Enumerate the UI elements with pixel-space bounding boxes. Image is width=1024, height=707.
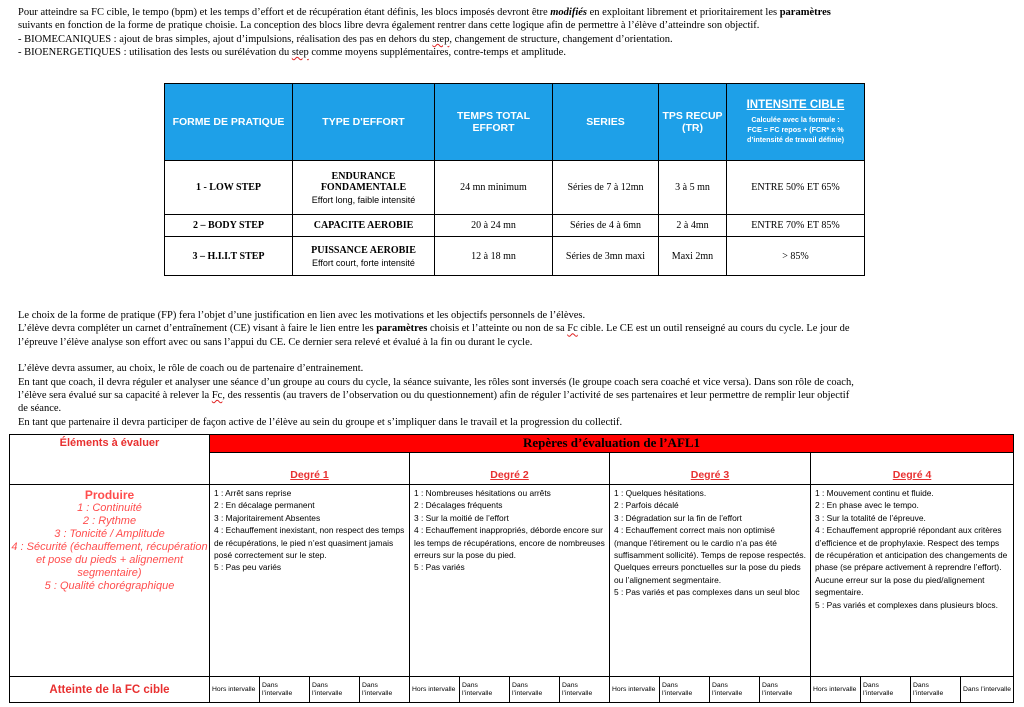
sub-hors-intervalle: Hors intervalle [410,677,460,703]
criterion: 4 : Echauffement inexistant, non respect des temps de récupérations, le pied n’est quasiment jamais posé correctement sur le step. [214,525,405,561]
sub-hors-intervalle: Hors intervalle [210,677,260,703]
sub-dans-intervalle: Dans l’intervalle [560,677,610,703]
mid-p3: l’épreuve l’élève analyse son effort avec ou sans l’appui du CE. Ce dernier sera relevé et évalué à la fin ou durant le cycle. [18,336,533,348]
cell-series: Séries de 3mn maxi [553,237,659,276]
mid-p5: En tant que coach, il devra réguler et analyser une séance d’un groupe au cours du cycle, la séance suivante, les rôles sont inversés (le groupe coach sera coaché et vice versa). Dans son rôle de coach, [18,376,854,388]
intro-line-3: - BIOMECANIQUES : ajout de bras simples, ajout d’impulsions, réalisation des pas en dehors du step, changement de structure, changement d’orientation. [18,33,673,45]
sub-dans-intervalle: Dans l’intervalle [861,677,911,703]
header-type: TYPE D'EFFORT [293,84,435,161]
criterion: 5 : Pas peu variés [214,562,282,573]
criterion: 2 : En décalage permanent [214,500,315,511]
produire-item: 1 : Continuité [77,502,142,514]
cell-recup: Maxi 2mn [659,237,727,276]
produire-item: 4 : Sécurité (échauffement, récupération et pose du pieds + alignement segmentaire) [11,541,208,579]
sub-dans-intervalle: Dans l’intervalle [260,677,310,703]
middle-text [18,309,1008,429]
intro-text [18,6,1008,60]
cell-type: PUISSANCE AEROBIE Effort court, forte intensité [293,237,435,276]
header-intensite-title: INTENSITE CIBLE [746,99,845,111]
sub-dans-intervalle: Dans l’intervalle [510,677,560,703]
degree-1-header: Degré 1 [210,453,410,485]
sub-dans-intervalle: Dans l’intervalle [660,677,710,703]
cell-type: CAPACITE AEROBIE [293,215,435,237]
sub-dans-intervalle: Dans l’intervalle [360,677,410,703]
cell-forme: 3 – H.I.I.T STEP [165,237,293,276]
cell-type: ENDURANCE FONDAMENTALE Effort long, faible intensité [293,161,435,215]
atteinte-label: Atteinte de la FC cible [10,677,210,703]
degree-3-criteria [610,485,811,677]
degree-1-criteria [210,485,410,677]
evaluation-banner: Repères d’évaluation de l’AFL1 [210,435,1014,453]
table-header-row [165,84,865,161]
sub-hors-intervalle: Hors intervalle [811,677,861,703]
criterion: 2 : En phase avec le tempo. [815,500,919,511]
degree-4-header: Degré 4 [811,453,1014,485]
criterion: 1 : Mouvement continu et fluide. [815,488,934,498]
produire-cell [10,485,210,677]
header-recup: TPS RECUP (TR) [659,84,727,161]
produire-item: 2 : Rythme [82,515,137,527]
criterion: 2 : Décalages fréquents [414,500,503,511]
criterion: 3 : Sur la moitié de l’effort [414,512,509,523]
mid-p7: de séance. [18,403,62,415]
sub-dans-intervalle: Dans l’intervalle [760,677,811,703]
criterion: 1 : Nombreuses hésitations ou arrêts [414,488,551,498]
criterion: 3 : Dégradation sur la fin de l’effort [614,512,742,523]
degree-3-header: Degré 3 [610,453,811,485]
table-row [165,237,865,276]
header-intensite [727,84,865,161]
criterion: 5 : Pas variés et pas complexes dans un seul bloc [614,587,800,598]
mid-p1: Le choix de la forme de pratique (FP) fera l’objet d’une justification en lien avec les motivations et les objectifs personnels de l’élèves. [18,310,586,321]
cell-series: Séries de 7 à 12mn [553,161,659,215]
header-temps: TEMPS TOTAL EFFORT [435,84,553,161]
cell-temps: 12 à 18 mn [435,237,553,276]
elements-label: Éléments à évaluer [10,435,210,485]
intro-line-2: suivants en fonction de la forme de pratique choisie. La conception des blocs libre devra également rentrer dans cette logique afin de permettre à l’élève d’atteindre son objectif. [18,20,760,32]
criterion: 1 : Quelques hésitations. [614,488,707,498]
cell-temps: 20 à 24 mn [435,215,553,237]
cell-recup: 3 à 5 mn [659,161,727,215]
produire-title: Produire [84,488,135,502]
cell-intensite: ENTRE 70% ET 85% [727,215,865,237]
mid-p6: l’élève sera évalué sur sa capacité à relever la Fc, des ressentis (au travers de l’observation ou du questionnement) afin de réguler l’activité de ses partenaires et leur permettre de remplir leur objectif [18,390,850,402]
table-row [165,161,865,215]
cell-temps: 24 mn minimum [435,161,553,215]
criterion: 4 : Echauffement correct mais non optimisé (manque l’étirement ou le cardio n’a pas été suffisamment sollicité). Temps de repose respectés. Quelques erreurs ponctuelles sur la pose du pieds ou l’alignement segmentaire. [614,525,806,585]
criterion: 4 : Echauffement inappropriés, déborde encore sur les temps de récupérations, encore de nombreuses erreurs sur la pose du pied. [414,525,605,561]
mid-p8: En tant que partenaire il devra participer de façon active de l’élève au sein du groupe et s’impliquer dans le travail et la progression du collectif. [18,416,623,428]
mid-p2: L’élève devra compléter un carnet d’entraînement (CE) visant à faire le lien entre les paramètres choisis et l’atteinte ou non de sa Fc cible. Le CE est un outil renseigné au cours du cycle. Le jour de [18,323,850,335]
produire-item: 5 : Qualité chorégraphique [44,580,175,592]
header-intensite-formula-3: d’intensité de travail définie) [746,135,845,144]
degree-4-criteria [811,485,1014,677]
cell-forme: 2 – BODY STEP [165,215,293,237]
criterion: 2 : Parfois décalé [614,500,679,511]
criterion: 1 : Arrêt sans reprise [214,488,292,498]
intro-line-1: Pour atteindre sa FC cible, le tempo (bpm) et les temps d’effort et de récupération étant définis, les blocs imposés devront être modifiés en exploitant librement et prioritairement les paramètres [18,7,831,18]
cell-forme: 1 - LOW STEP [165,161,293,215]
practice-forms-table [164,83,865,276]
criterion: 4 : Echauffement approprié répondant aux critères d’efficience et de prophylaxie. Respect des temps de récupération et anticipation des changements de phase (se prépare activement à reprendre l’effort). Aucune erreur sur la pose du pied/alignement segmentaire. [815,525,1008,598]
cell-intensite: ENTRE 50% ET 65% [727,161,865,215]
produire-item: 3 : Tonicité / Amplitude [54,528,165,540]
cell-intensite: > 85% [727,237,865,276]
cell-series: Séries de 4 à 6mn [553,215,659,237]
criterion: 5 : Pas variés [414,562,465,573]
mid-p4: L’élève devra assumer, au choix, le rôle de coach ou de partenaire d’entrainement. [18,363,364,375]
degree-2-header: Degré 2 [410,453,610,485]
criterion: 3 : Majoritairement Absentes [214,512,321,523]
evaluation-table [9,434,1014,703]
sub-dans-intervalle: Dans l’intervalle [460,677,510,703]
sub-hors-intervalle: Hors intervalle [610,677,660,703]
degree-2-criteria [410,485,610,677]
header-intensite-formula-2: FCE = FC repos + (FCR* x % [747,125,844,134]
table-row [165,215,865,237]
intro-line-4: - BIOENERGETIQUES : utilisation des lests ou surélévation du step comme moyens supplémentaires, contre-temps et amplitude. [18,47,566,59]
cell-recup: 2 à 4mn [659,215,727,237]
criterion: 3 : Sur la totalité de l’épreuve. [815,512,926,523]
header-intensite-formula-1: Calculée avec la formule : [751,115,840,124]
sub-dans-intervalle: Dans l’intervalle [710,677,760,703]
criterion: 5 : Pas variés et complexes dans plusieurs blocs. [815,599,998,610]
header-forme: FORME DE PRATIQUE [165,84,293,161]
sub-dans-intervalle: Dans l’intervalle [961,677,1014,703]
header-series: SERIES [553,84,659,161]
sub-dans-intervalle: Dans l’intervalle [911,677,961,703]
sub-dans-intervalle: Dans l’intervalle [310,677,360,703]
